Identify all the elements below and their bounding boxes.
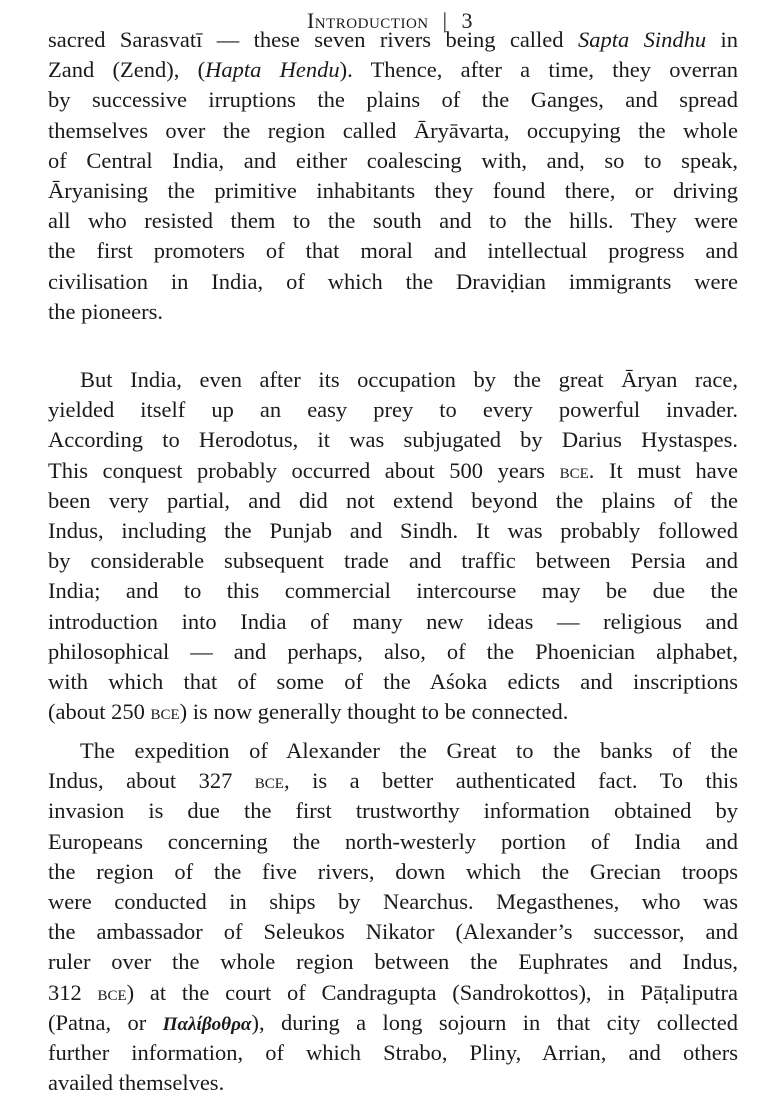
page-number: 3 xyxy=(461,8,474,33)
text-run: (about 250 xyxy=(48,699,151,725)
italic-text: Sapta Sindhu xyxy=(577,27,707,52)
text-line xyxy=(48,85,738,115)
text-run: According to Herodotus, it was subjugated by Darius Hystaspes. xyxy=(48,427,738,453)
text-line xyxy=(48,1038,738,1068)
text-run: ), during a long sojourn in that city collected xyxy=(251,1009,738,1035)
text-line xyxy=(48,176,738,206)
text-line xyxy=(48,637,738,667)
text-line xyxy=(48,667,738,697)
header-separator: | xyxy=(442,8,448,33)
text-line xyxy=(48,978,738,1008)
text-run: Zand (Zend), ( xyxy=(48,57,206,83)
text-line xyxy=(48,206,738,236)
text-run: yielded itself up an easy prey to every powerful invader. xyxy=(48,397,738,423)
text-line xyxy=(48,827,738,857)
text-run: But India, even after its occupation by the great Āryan race, xyxy=(80,367,738,392)
text-line xyxy=(48,516,738,546)
text-line xyxy=(48,297,738,327)
small-caps-text: bce xyxy=(254,769,284,794)
text-line xyxy=(48,887,738,917)
paragraph-1 xyxy=(48,25,738,327)
small-caps-text: bce xyxy=(97,980,127,1005)
chapter-title: Introduction xyxy=(306,8,429,33)
text-line xyxy=(48,766,738,796)
text-run: by considerable subsequent trade and traffic between Persia and xyxy=(48,548,738,574)
text-run: further information, of which Strabo, Pliny, Arrian, and others xyxy=(48,1039,738,1065)
text-run: sacred Sarasvatī — these seven rivers being called xyxy=(48,27,578,52)
text-run: philosophical — and perhaps, also, of the Phoenician alphabet, xyxy=(48,638,738,664)
text-run: the pioneers. xyxy=(48,298,163,324)
italic-text: Hapta Hendu xyxy=(205,57,340,83)
text-run: themselves over the region called Āryāvarta, occupying the whole xyxy=(48,117,738,143)
text-line xyxy=(48,116,738,146)
text-line xyxy=(48,947,738,977)
text-run: were conducted in ships by Nearchus. Megasthenes, who was xyxy=(48,888,738,914)
text-line xyxy=(48,25,738,55)
text-run: , is a better authenticated fact. To this xyxy=(283,768,738,794)
text-line xyxy=(48,425,738,455)
text-run: The expedition of Alexander the Great to the banks of the xyxy=(80,738,738,763)
text-run: of Central India, and either coalescing with, and, so to speak, xyxy=(48,147,738,173)
text-line xyxy=(48,576,738,606)
text-run: the ambassador of Seleukos Nikator (Alexander’s successor, and xyxy=(48,919,738,945)
text-line xyxy=(48,736,738,766)
text-run: been very partial, and did not extend beyond the plains of the xyxy=(48,487,738,513)
text-line xyxy=(48,365,738,395)
text-run: ) at the court of Candragupta (Sandrokottos), in Pāṭaliputra xyxy=(126,979,738,1005)
small-caps-text: bce xyxy=(559,458,589,483)
text-run: civilisation in India, of which the Draviḍian immigrants were xyxy=(48,268,738,294)
text-run: This conquest probably occurred about 500 years xyxy=(48,457,560,483)
text-line xyxy=(48,607,738,637)
text-line xyxy=(48,456,738,486)
paragraph-3 xyxy=(48,736,738,1098)
text-line xyxy=(48,236,738,266)
text-line xyxy=(48,546,738,576)
text-run: in xyxy=(706,27,738,52)
text-run: . It must have xyxy=(588,457,738,483)
text-run: the first promoters of that moral and intellectual progress and xyxy=(48,238,738,264)
text-run: 312 xyxy=(48,979,98,1005)
text-line xyxy=(48,146,738,176)
text-run: with which that of some of the Aśoka edicts and inscriptions xyxy=(48,668,738,694)
text-run: Indus, including the Punjab and Sindh. It was probably followed xyxy=(48,517,738,543)
text-run: Europeans concerning the north-westerly portion of India and xyxy=(48,828,738,854)
greek-text: Παλίβοθρα xyxy=(162,1013,252,1035)
text-run: ) is now generally thought to be connected. xyxy=(179,699,569,725)
text-run: Indus, about 327 xyxy=(48,768,255,794)
text-run: all who resisted them to the south and to the hills. They were xyxy=(48,208,738,234)
text-run: Āryanising the primitive inhabitants they found there, or driving xyxy=(48,177,738,203)
text-run: introduction into India of many new ideas — religious and xyxy=(48,608,738,634)
text-line xyxy=(48,796,738,826)
text-line xyxy=(48,486,738,516)
text-run: ). Thence, after a time, they overran xyxy=(339,57,738,83)
small-caps-text: bce xyxy=(150,700,180,725)
text-run: ruler over the whole region between the Euphrates and Indus, xyxy=(48,949,738,975)
text-run: invasion is due the first trustworthy information obtained by xyxy=(48,798,738,824)
text-line xyxy=(48,1008,738,1038)
text-run: availed themselves. xyxy=(48,1070,225,1096)
paragraph-2 xyxy=(48,365,738,727)
text-run: the region of the five rivers, down which the Grecian troops xyxy=(48,858,738,884)
text-line xyxy=(48,857,738,887)
text-run: by successive irruptions the plains of the Ganges, and spread xyxy=(48,87,738,113)
text-line xyxy=(48,697,738,727)
text-run: (Patna, or xyxy=(48,1009,163,1035)
text-line xyxy=(48,267,738,297)
text-line xyxy=(48,395,738,425)
text-line xyxy=(48,917,738,947)
text-line xyxy=(48,1068,738,1098)
text-line xyxy=(48,55,738,85)
text-run: India; and to this commercial intercourse may be due the xyxy=(48,578,738,604)
